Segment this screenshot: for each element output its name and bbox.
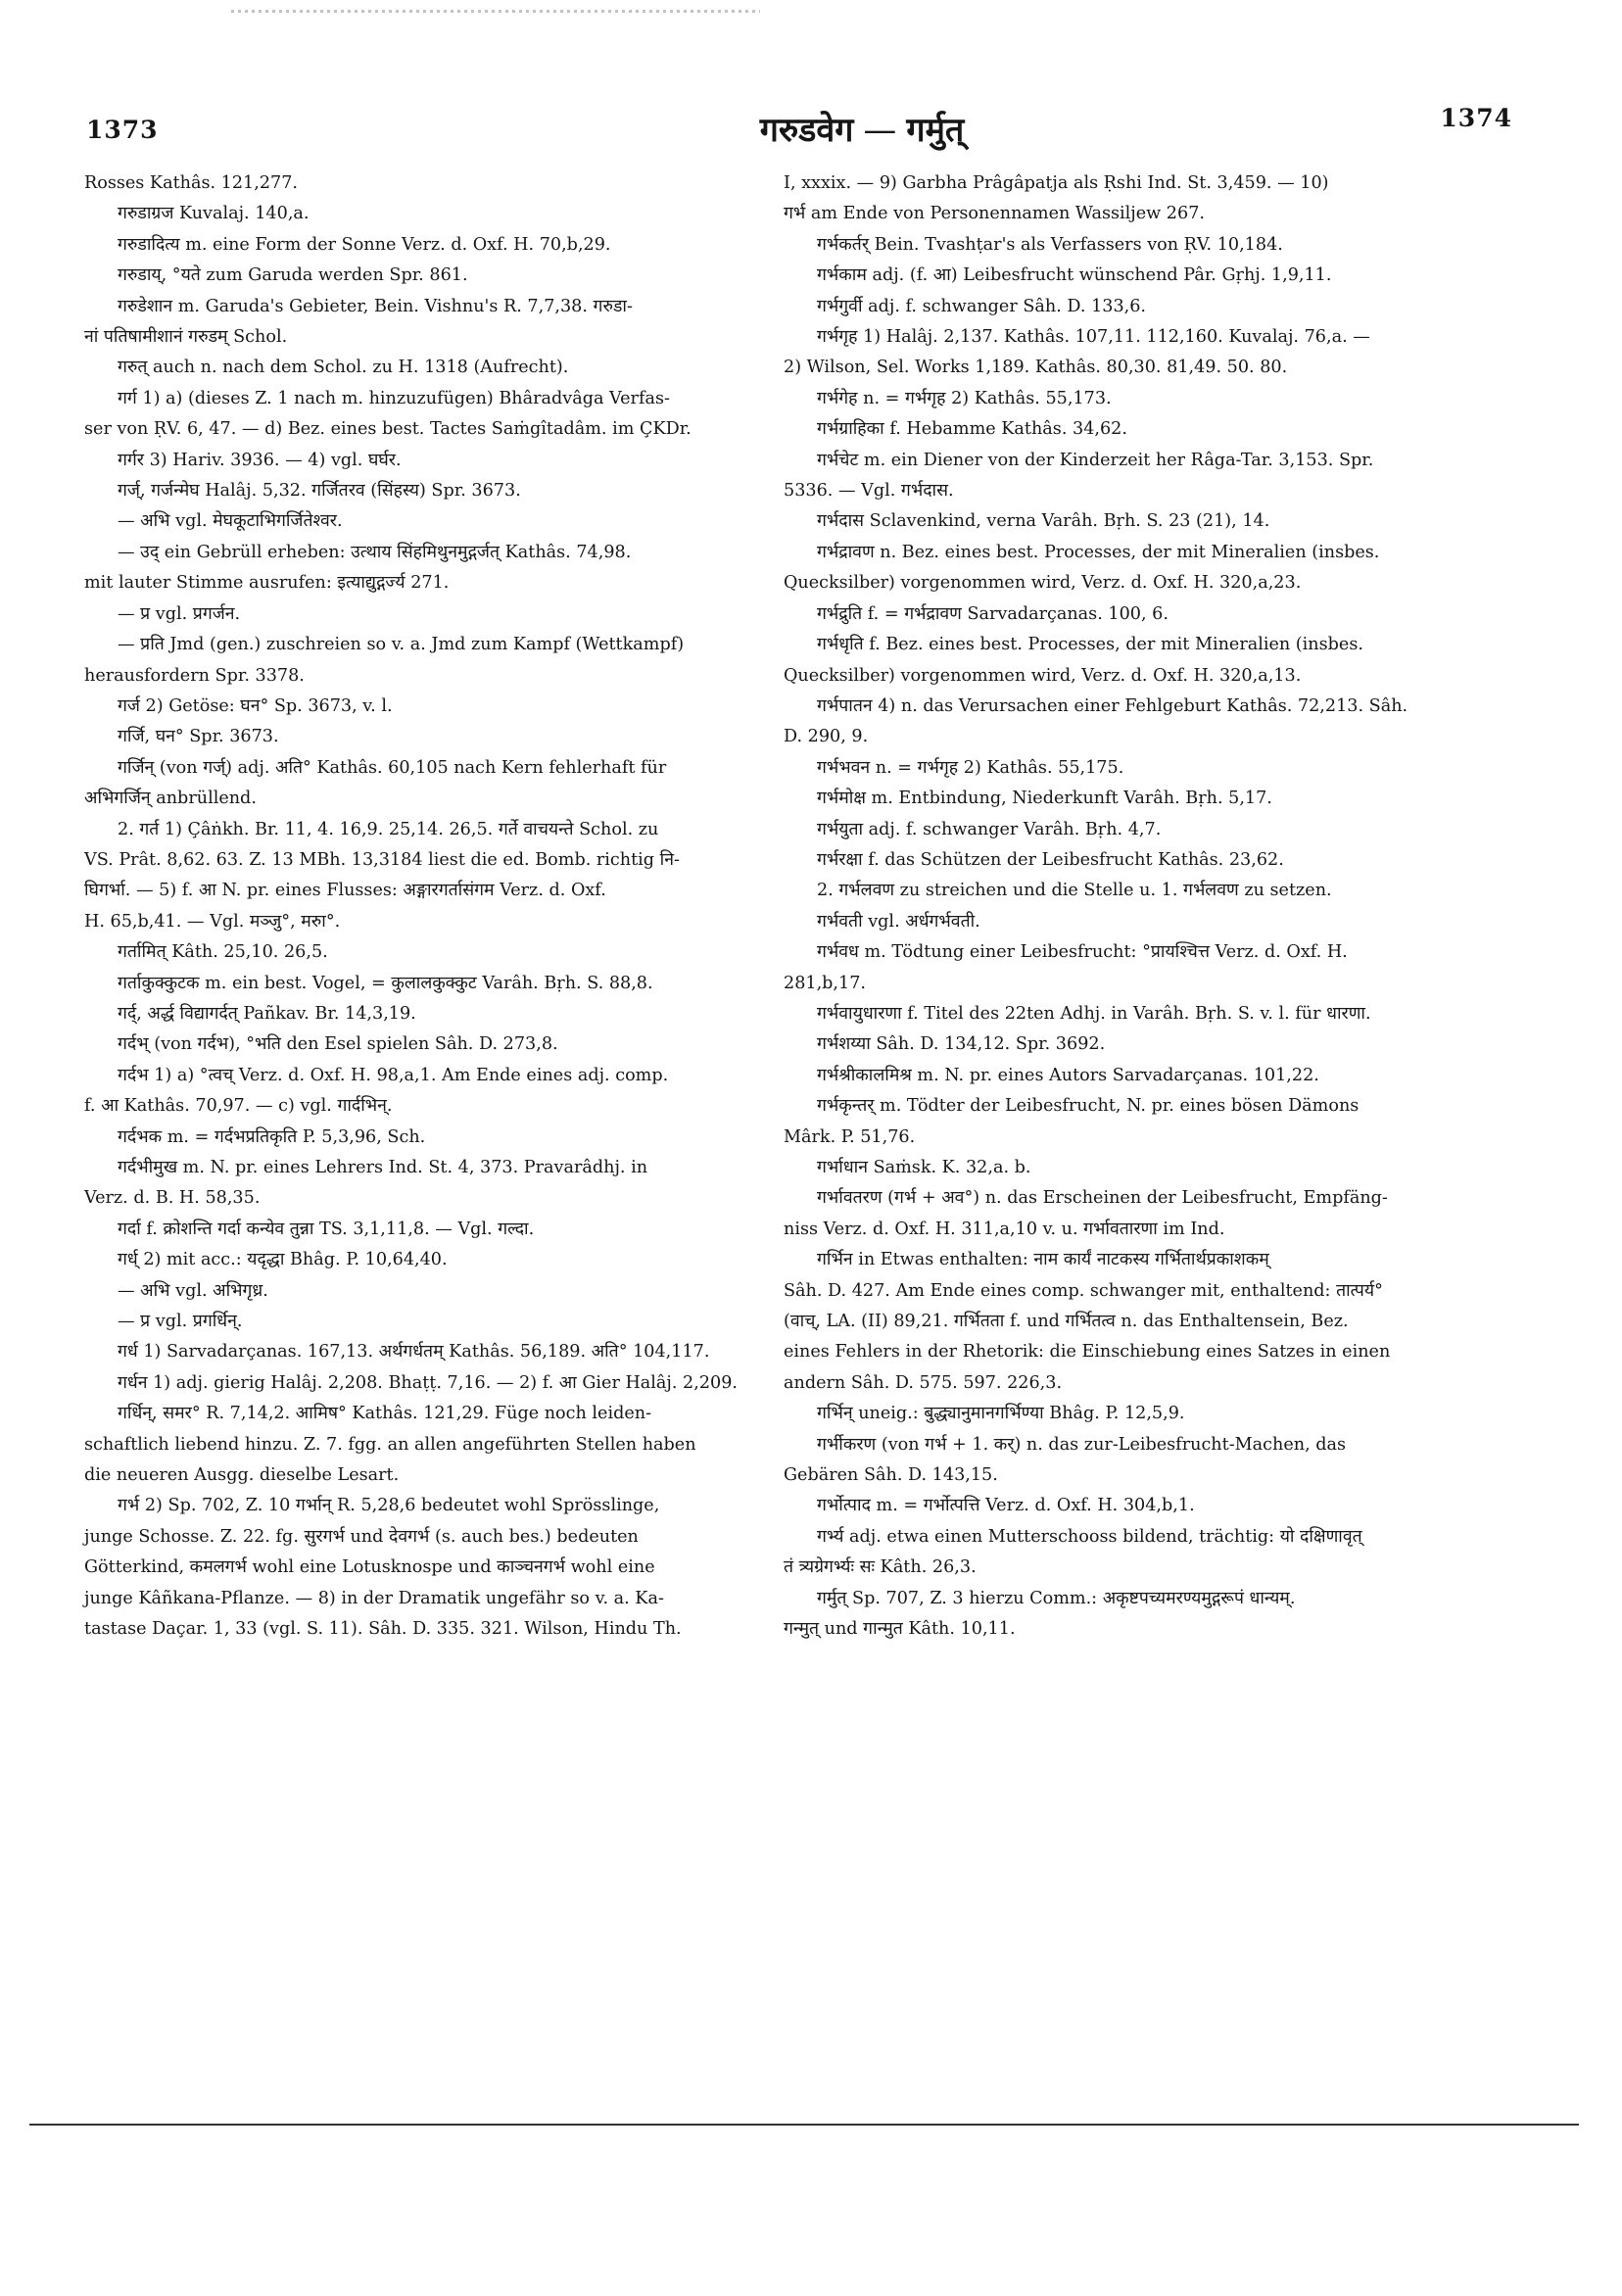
dictionary-entry: गर्भिन in Etwas enthalten: नाम कार्यं नाटकस्य गर्भितार्थप्रकाशकम् bbox=[817, 1250, 1269, 1270]
dictionary-entry: गर्भचेट m. ein Diener von der Kinderzeit her Râga-Tar. 3,153. Spr. bbox=[817, 450, 1374, 470]
entry-continuation: (वाच्, LA. (II) 89,21. गर्भितता f. und गर्भितत्व n. das Enthaltensein, Bez. bbox=[784, 1312, 1349, 1332]
entry-continuation: herausfordern Spr. 3378. bbox=[84, 665, 305, 686]
dictionary-entry: गर्ध 1) Sarvadarçanas. 167,13. अर्थगर्धतम् Kathâs. 56,189. अति° 104,117. bbox=[118, 1342, 710, 1363]
dictionary-entry: गर्भाधान Saṁsk. K. 32,a. b. bbox=[817, 1158, 1031, 1177]
entry-continuation: Verz. d. B. H. 58,35. bbox=[84, 1188, 261, 1209]
dictionary-entry: — अभि vgl. मेघकूटाभिगर्जितेश्वर. bbox=[118, 511, 343, 532]
dictionary-entry: गर्दभ 1) a) °त्वच् Verz. d. Oxf. H. 98,a,1. Am Ende eines adj. comp. bbox=[118, 1065, 669, 1085]
entry-continuation: 5336. — Vgl. गर्भदास. bbox=[784, 481, 954, 502]
dictionary-entry: गर्भगुर्वी adj. f. schwanger Sâh. D. 133,6. bbox=[817, 296, 1147, 316]
dictionary-entry: — अभि vgl. अभिगृध्र. bbox=[118, 1280, 268, 1301]
entry-continuation: VS. Prât. 8,62. 63. Z. 13 MBh. 13,3184 liest die ed. Bomb. richtig नि- bbox=[84, 849, 680, 870]
dictionary-entry: गर्भरक्षा f. das Schützen der Leibesfrucht Kathâs. 23,62. bbox=[817, 849, 1284, 870]
running-head-dash: — bbox=[863, 111, 897, 150]
dictionary-entry: गर्तामित् Kâth. 25,10. 26,5. bbox=[118, 942, 328, 963]
entry-continuation: niss Verz. d. Oxf. H. 311,a,10 v. u. गर्भावतारणा im Ind. bbox=[784, 1219, 1225, 1239]
dictionary-entry: गर्भीकरण (von गर्भ + 1. कर्) n. das zur-Leibesfrucht-Machen, das bbox=[817, 1434, 1347, 1455]
dictionary-entry: गर्धिन्, समर° R. 7,14,2. आमिष° Kathâs. 121,29. Füge noch leiden- bbox=[118, 1404, 652, 1424]
dictionary-entry: गर्भवती vgl. अर्धगर्भवती. bbox=[817, 911, 980, 932]
dictionary-entry: गर्धन 1) adj. gierig Halâj. 2,208. Bhaṭṭ. 7,16. — 2) f. आ Gier Halâj. 2,209. bbox=[118, 1372, 739, 1393]
entry-continuation: अभिगर्जिन् anbrüllend. bbox=[84, 789, 257, 809]
dictionary-entry: 2. गर्भलवण zu streichen und die Stelle u. 1. गर्भलवण zu setzen. bbox=[817, 881, 1332, 901]
dictionary-entry: गर्दभ् (von गर्दभ), °भति den Esel spielen Sâh. D. 273,8. bbox=[118, 1034, 558, 1055]
dictionary-entry: गर्भकृन्तर् m. Tödter der Leibesfrucht, N. pr. eines bösen Dämons bbox=[817, 1096, 1360, 1117]
dictionary-entry: गर्भवध m. Tödtung einer Leibesfrucht: °प्रायश्चित्त Verz. d. Oxf. H. bbox=[817, 942, 1348, 963]
entry-continuation: Gebären Sâh. D. 143,15. bbox=[784, 1465, 998, 1486]
entry-continuation: तं त्र्यग्रेगर्भ्यः सः Kâth. 26,3. bbox=[784, 1557, 977, 1578]
dictionary-entry: गर्द्, अर्द्ध विद्यागर्दत् Pañkav. Br. 14,3,19. bbox=[118, 1003, 416, 1024]
entry-continuation: Rosses Kathâs. 121,277. bbox=[84, 173, 299, 193]
dictionary-entry: गर्भकर्तर् Bein. Tvashṭar's als Verfassers von ṚV. 10,184. bbox=[817, 234, 1283, 255]
dictionary-entry: गर्भशय्या Sâh. D. 134,12. Spr. 3692. bbox=[817, 1034, 1106, 1055]
entry-continuation: junge Schosse. Z. 22. fg. सुरगर्भ und देवगर्भ (s. auch bes.) bedeuten bbox=[84, 1526, 639, 1547]
dictionary-entry: 2. गर्त 1) Çâṅkh. Br. 11, 4. 16,9. 25,14. 26,5. गर्ते वाचयन्ते Schol. zu bbox=[118, 819, 659, 839]
dictionary-entry: गर्भश्रीकालमिश्र m. N. pr. eines Autors Sarvadarçanas. 101,22. bbox=[817, 1065, 1319, 1085]
left-column bbox=[84, 168, 766, 1646]
dictionary-entry: गर्भभवन n. = गर्भगृह 2) Kathâs. 55,175. bbox=[817, 757, 1124, 778]
entry-continuation: die neueren Ausgg. dieselbe Lesart. bbox=[84, 1465, 400, 1486]
bottom-rule bbox=[29, 2124, 1579, 2126]
dictionary-entry: गर्भिन् uneig.: बुद्ध्यानुमानगर्भिण्या Bhâg. P. 12,5,9. bbox=[817, 1404, 1185, 1424]
entry-continuation: Mârk. P. 51,76. bbox=[784, 1126, 916, 1147]
page-number-right: 1374 bbox=[1440, 104, 1512, 132]
entry-continuation: andern Sâh. D. 575. 597. 226,3. bbox=[784, 1372, 1063, 1393]
dictionary-entry: — प्र vgl. प्रगर्जन. bbox=[118, 603, 241, 624]
entry-continuation: Quecksilber) vorgenommen wird, Verz. d. Oxf. H. 320,a,13. bbox=[784, 665, 1302, 686]
entry-continuation: गन्मुत् und गान्मुत Kâth. 10,11. bbox=[784, 1619, 1016, 1640]
dictionary-entry: गर्भगेह n. = गर्भगृह 2) Kathâs. 55,173. bbox=[817, 388, 1112, 408]
dictionary-entry: गरुडादित्य m. eine Form der Sonne Verz. d. Oxf. H. 70,b,29. bbox=[118, 234, 611, 255]
entry-continuation: 2) Wilson, Sel. Works 1,189. Kathâs. 80,30. 81,49. 50. 80. bbox=[784, 358, 1288, 378]
entry-continuation: Götterkind, कमलगर्भ wohl eine Lotusknospe und काञ्चनगर्भ wohl eine bbox=[84, 1557, 655, 1578]
page-header bbox=[0, 0, 1622, 150]
running-head-from: गरुडवेग bbox=[759, 111, 854, 150]
entry-continuation: D. 290, 9. bbox=[784, 727, 869, 747]
entry-continuation: schaftlich liebend hinzu. Z. 7. fgg. an allen angeführten Stellen haben bbox=[84, 1434, 696, 1455]
entry-continuation: 281,b,17. bbox=[784, 973, 867, 993]
dictionary-entry: गर्भग्राहिका f. Hebamme Kathâs. 34,62. bbox=[817, 419, 1127, 440]
running-head-to: गर्मुत् bbox=[906, 111, 965, 150]
entry-continuation: H. 65,b,41. — Vgl. मञ्जु°, मरुा°. bbox=[84, 911, 341, 932]
dictionary-entry: गर्गर 3) Hariv. 3936. — 4) vgl. घर्घर. bbox=[118, 450, 402, 470]
dictionary-entry: गर्भ्य adj. etwa einen Mutterschooss bildend, trächtig: यो दक्षिणावृत् bbox=[817, 1526, 1362, 1547]
dictionary-entry: गर्दभक m. = गर्दभप्रतिकृति P. 5,3,96, Sch. bbox=[118, 1126, 426, 1147]
dictionary-entry: गर्भावतरण (गर्भ + अव°) n. das Erscheinen der Leibesfrucht, Empfäng- bbox=[817, 1188, 1388, 1209]
dictionary-entry: गर्जिन् (von गर्ज्) adj. अति° Kathâs. 60,105 nach Kern fehlerhaft für bbox=[118, 757, 667, 778]
dictionary-entry: गर्भधृति f. Bez. eines best. Processes, der mit Mineralien (insbes. bbox=[817, 635, 1363, 655]
entry-continuation: ser von ṚV. 6, 47. — d) Bez. eines best. Tactes Saṁgîtadâm. im ÇKDr. bbox=[84, 419, 692, 440]
running-head bbox=[549, 106, 1175, 151]
dictionary-entry: गरुडाय्, °यते zum Garuda werden Spr. 861. bbox=[118, 265, 468, 286]
dictionary-entry: गर्दभीमुख m. N. pr. eines Lehrers Ind. St. 4, 373. Pravarâdhj. in bbox=[118, 1158, 648, 1177]
dictionary-entry: गर्मुत् Sp. 707, Z. 3 hierzu Comm.: अकृष्टपच्यमरण्यमुद्गरूपं धान्यम्. bbox=[817, 1588, 1296, 1608]
dictionary-entry: गरुडाग्रज Kuvalaj. 140,a. bbox=[118, 204, 310, 224]
page-number-left: 1373 bbox=[86, 116, 159, 144]
dictionary-entry: गर्जि, घन° Spr. 3673. bbox=[118, 727, 279, 747]
dictionary-entry: — प्रति Jmd (gen.) zuschreien so v. a. Jmd zum Kampf (Wettkampf) bbox=[118, 635, 685, 655]
dictionary-entry: गर्भद्रावण n. Bez. eines best. Processes, der mit Mineralien (insbes. bbox=[817, 542, 1380, 562]
dictionary-entry: — उद् ein Gebrüll erheben: उत्थाय सिंहमिथुनमुद्गर्जत् Kathâs. 74,98. bbox=[118, 542, 632, 562]
entry-continuation: eines Fehlers in der Rhetorik: die Einschiebung eines Satzes in einen bbox=[784, 1342, 1391, 1363]
entry-continuation: Sâh. D. 427. Am Ende eines comp. schwanger mit, enthaltend: तात्पर्य° bbox=[784, 1280, 1383, 1301]
dictionary-entry: गर्दा f. क्रोशन्ति गर्दा कन्येव तुन्ना TS. 3,1,11,8. — Vgl. गल्दा. bbox=[118, 1219, 535, 1239]
dictionary-entry: गर्भमोक्ष m. Entbindung, Niederkunft Varâh. Bṛh. 5,17. bbox=[817, 789, 1272, 809]
dictionary-entry: गर्भद्रुति f. = गर्भद्रावण Sarvadarçanas. 100, 6. bbox=[817, 603, 1169, 624]
entry-continuation: junge Kâñkana-Pflanze. — 8) in der Dramatik ungefähr so v. a. Ka- bbox=[84, 1588, 664, 1608]
dictionary-entry: गर्भदास Sclavenkind, verna Varâh. Bṛh. S. 23 (21), 14. bbox=[817, 511, 1270, 532]
dictionary-entry: गर्भवायुधारणा f. Titel des 22ten Adhj. in Varâh. Bṛh. S. v. l. für धारणा. bbox=[817, 1003, 1371, 1024]
dictionary-entry: गर्भोत्पाद m. = गर्भोत्पत्ति Verz. d. Oxf. H. 304,b,1. bbox=[817, 1496, 1195, 1516]
dictionary-entry: गर्भ 2) Sp. 702, Z. 10 गर्भान् R. 5,28,6 bedeutet wohl Sprösslinge, bbox=[118, 1496, 660, 1516]
entry-continuation: नां पतिषामीशानं गरुडम् Schol. bbox=[84, 327, 288, 348]
dictionary-entry: गरुत् auch n. nach dem Schol. zu H. 1318 (Aufrecht). bbox=[118, 358, 569, 378]
dictionary-entry: गर्भगृह 1) Halâj. 2,137. Kathâs. 107,11. 112,160. Kuvalaj. 76,a. — bbox=[817, 327, 1370, 348]
entry-continuation: घिगर्भा. — 5) f. आ N. pr. eines Flusses: अङ्गारगर्तासंगम Verz. d. Oxf. bbox=[84, 881, 606, 901]
entry-continuation: गर्भ am Ende von Personennamen Wassiljew 267. bbox=[784, 204, 1205, 224]
entry-continuation: tastase Daçar. 1, 33 (vgl. S. 11). Sâh. D. 335. 321. Wilson, Hindu Th. bbox=[84, 1619, 682, 1640]
dictionary-entry: — प्र vgl. प्रगर्धिन्. bbox=[118, 1312, 243, 1332]
entry-continuation: mit lauter Stimme ausrufen: इत्याद्युद्गर्ज्य 271. bbox=[84, 573, 450, 594]
entry-continuation: Quecksilber) vorgenommen wird, Verz. d. Oxf. H. 320,a,23. bbox=[784, 573, 1302, 594]
entry-continuation: f. आ Kathâs. 70,97. — c) vgl. गार्दभिन्. bbox=[84, 1096, 393, 1117]
dictionary-entry: गर्ग 1) a) (dieses Z. 1 nach m. hinzuzufügen) Bhâradvâga Verfas- bbox=[118, 388, 670, 408]
entry-continuation: I, xxxix. — 9) Garbha Prâgâpatja als Ṛshi Ind. St. 3,459. — 10) bbox=[784, 173, 1329, 193]
dictionary-entry: गर्ताकुक्कुटक m. ein best. Vogel, = कुलालकुक्कुट Varâh. Bṛh. S. 88,8. bbox=[118, 973, 653, 993]
dictionary-entry: गर्ज्, गर्जन्मेघ Halâj. 5,32. गर्जितरव (सिंहस्य) Spr. 3673. bbox=[118, 481, 521, 502]
right-column bbox=[784, 168, 1459, 1646]
dictionary-entry: गरुडेशान m. Garuda's Gebieter, Bein. Vishnu's R. 7,7,38. गरुडा- bbox=[118, 296, 633, 316]
dictionary-entry: गर्भयुता adj. f. schwanger Varâh. Bṛh. 4,7. bbox=[817, 819, 1162, 839]
dictionary-entry: गर्भकाम adj. (f. आ) Leibesfrucht wünschend Pâr. Gṛhj. 1,9,11. bbox=[817, 265, 1332, 286]
dictionary-entry: गर्ध् 2) mit acc.: यदृद्धा Bhâg. P. 10,64,40. bbox=[118, 1250, 448, 1270]
dictionary-entry: गर्भपातन 4) n. das Verursachen einer Fehlgeburt Kathâs. 72,213. Sâh. bbox=[817, 695, 1408, 716]
dictionary-entry: गर्ज 2) Getöse: घन° Sp. 3673, v. l. bbox=[118, 695, 393, 716]
